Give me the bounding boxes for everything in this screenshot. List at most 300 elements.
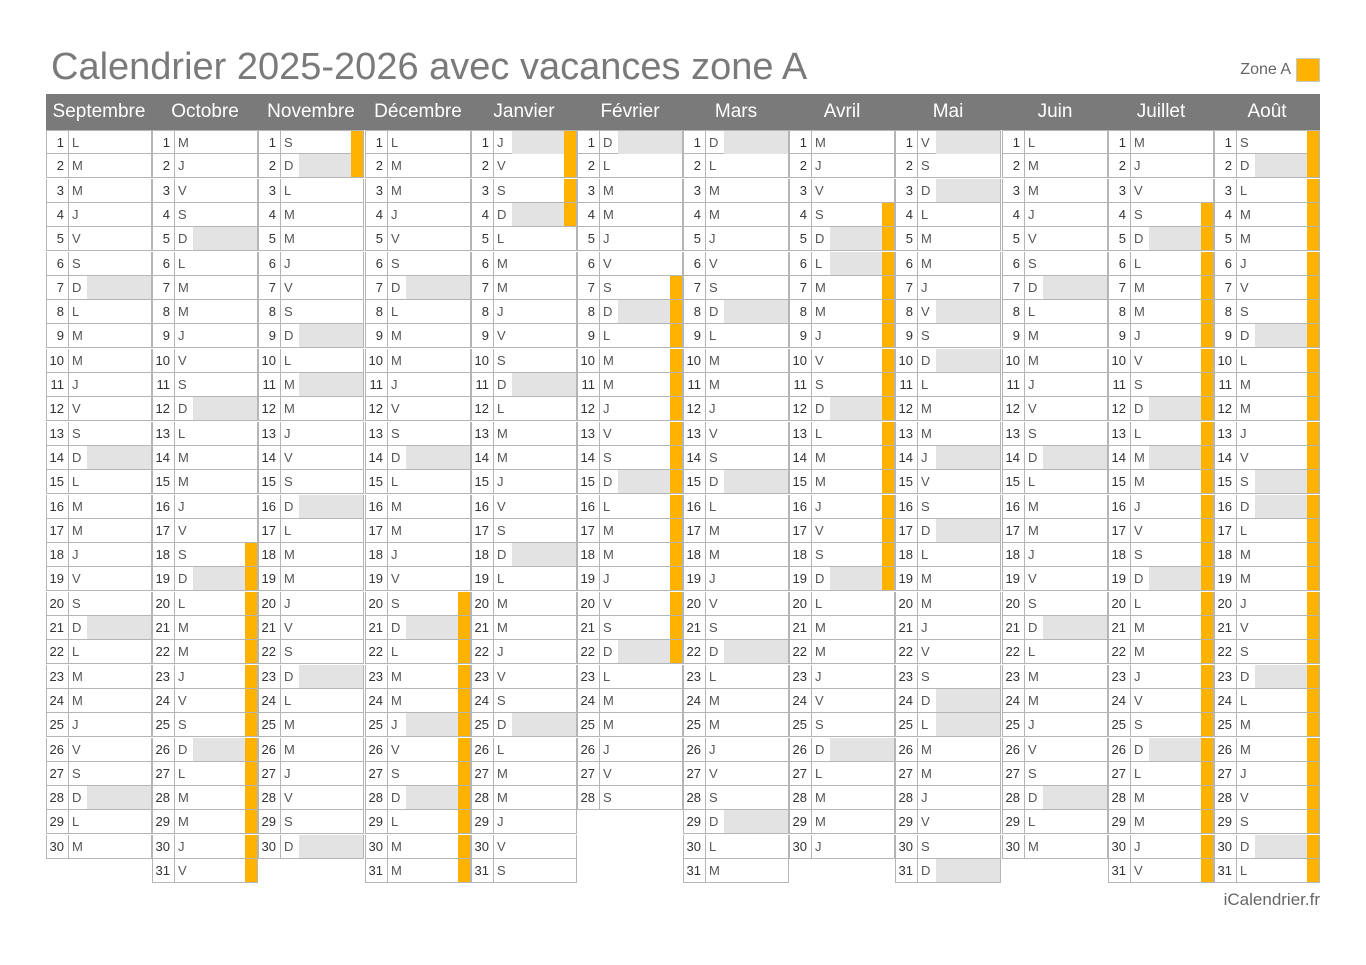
day-number: 30 xyxy=(1215,835,1237,858)
weekday-letter: M xyxy=(1240,207,1251,222)
weekday-letter: L xyxy=(72,304,80,319)
weekday-letter: D xyxy=(1240,669,1250,684)
vacation-marker xyxy=(1307,689,1319,712)
day-cell xyxy=(1214,373,1320,397)
day-number: 4 xyxy=(578,203,600,226)
weekday-letter: M xyxy=(284,231,295,246)
weekday-letter: S xyxy=(178,377,187,392)
day-cell xyxy=(46,470,152,494)
weekday-letter: D xyxy=(178,231,188,246)
vacation-marker xyxy=(1307,422,1319,445)
weekday-letter: L xyxy=(921,377,929,392)
day-number: 9 xyxy=(472,324,494,347)
day-number: 16 xyxy=(47,495,69,518)
day-cell xyxy=(895,422,1001,446)
weekend-shade xyxy=(724,640,788,663)
weekend-shade xyxy=(936,131,1000,154)
weekday-letter: L xyxy=(178,426,186,441)
day-cell xyxy=(1002,446,1108,470)
day-number: 7 xyxy=(896,276,918,299)
vacation-marker xyxy=(458,762,470,785)
day-number: 14 xyxy=(153,446,175,469)
day-cell xyxy=(1214,422,1320,446)
day-number: 25 xyxy=(684,713,706,736)
day-cell xyxy=(895,397,1001,421)
weekday-letter: M xyxy=(1240,377,1251,392)
weekday-letter: S xyxy=(72,596,81,611)
day-cell xyxy=(895,616,1001,640)
vacation-marker xyxy=(1307,227,1319,250)
day-cell xyxy=(46,495,152,519)
day-cell xyxy=(895,859,1001,883)
day-cell xyxy=(365,300,471,324)
day-number: 31 xyxy=(1215,859,1237,882)
day-cell xyxy=(789,324,895,348)
weekday-letter: M xyxy=(391,523,402,538)
day-number: 1 xyxy=(47,131,69,154)
weekend-shade xyxy=(830,252,882,275)
weekday-letter: D xyxy=(603,304,613,319)
day-cell xyxy=(1002,422,1108,446)
day-cell xyxy=(258,689,364,713)
day-number: 21 xyxy=(684,616,706,639)
day-number: 6 xyxy=(366,252,388,275)
day-number: 28 xyxy=(578,786,600,809)
day-number: 24 xyxy=(1109,689,1131,712)
vacation-marker xyxy=(1201,689,1213,712)
weekday-letter: D xyxy=(709,644,719,659)
day-cell xyxy=(365,859,471,883)
day-cell xyxy=(46,835,152,859)
day-cell xyxy=(365,324,471,348)
day-cell xyxy=(365,373,471,397)
weekend-shade xyxy=(193,567,245,590)
day-number: 29 xyxy=(684,810,706,833)
weekday-letter: S xyxy=(921,328,930,343)
day-cell xyxy=(46,738,152,762)
day-cell xyxy=(365,470,471,494)
weekday-letter: V xyxy=(1134,863,1143,878)
vacation-marker xyxy=(1307,446,1319,469)
day-cell xyxy=(1108,543,1214,567)
weekday-letter: L xyxy=(391,474,399,489)
weekday-letter: L xyxy=(1240,863,1248,878)
weekday-letter: L xyxy=(178,596,186,611)
day-cell xyxy=(152,179,258,203)
weekday-letter: M xyxy=(603,207,614,222)
vacation-marker xyxy=(882,349,894,372)
weekday-letter: M xyxy=(1134,135,1145,150)
vacation-marker xyxy=(1201,762,1213,785)
weekday-letter: M xyxy=(1028,839,1039,854)
day-number: 6 xyxy=(47,252,69,275)
weekday-letter: J xyxy=(178,669,185,684)
day-cell xyxy=(1214,519,1320,543)
weekday-letter: L xyxy=(1134,596,1142,611)
weekday-letter: S xyxy=(921,839,930,854)
weekday-letter: S xyxy=(284,474,293,489)
day-cell xyxy=(1214,713,1320,737)
vacation-marker xyxy=(458,689,470,712)
weekday-letter: J xyxy=(391,717,398,732)
weekday-letter: L xyxy=(603,328,611,343)
weekday-letter: M xyxy=(815,474,826,489)
vacation-marker xyxy=(1201,495,1213,518)
vacation-marker xyxy=(458,640,470,663)
day-cell xyxy=(1002,835,1108,859)
day-number: 7 xyxy=(153,276,175,299)
weekday-letter: M xyxy=(178,280,189,295)
day-cell xyxy=(1214,227,1320,251)
day-number: 3 xyxy=(578,179,600,202)
day-number: 4 xyxy=(684,203,706,226)
day-number: 7 xyxy=(684,276,706,299)
weekday-letter: S xyxy=(1134,377,1143,392)
day-cell xyxy=(895,689,1001,713)
vacation-marker xyxy=(882,567,894,590)
vacation-marker xyxy=(1307,543,1319,566)
day-number: 10 xyxy=(366,349,388,372)
weekday-letter: M xyxy=(72,693,83,708)
weekday-letter: L xyxy=(284,693,292,708)
day-cell xyxy=(895,446,1001,470)
day-cell xyxy=(683,835,789,859)
day-cell xyxy=(152,154,258,178)
weekend-shade xyxy=(724,470,788,493)
weekend-shade xyxy=(87,446,151,469)
weekday-letter: D xyxy=(921,353,931,368)
day-cell xyxy=(46,252,152,276)
day-number: 22 xyxy=(259,640,281,663)
day-cell xyxy=(46,713,152,737)
weekday-letter: M xyxy=(391,839,402,854)
day-number: 22 xyxy=(472,640,494,663)
day-number: 9 xyxy=(47,324,69,347)
day-number: 20 xyxy=(472,592,494,615)
day-cell xyxy=(152,616,258,640)
weekend-shade xyxy=(1149,738,1201,761)
day-number: 5 xyxy=(1003,227,1025,250)
weekday-letter: L xyxy=(815,426,823,441)
day-number: 4 xyxy=(896,203,918,226)
day-cell xyxy=(471,154,577,178)
day-number: 11 xyxy=(684,373,706,396)
vacation-marker xyxy=(670,470,682,493)
day-cell xyxy=(577,300,683,324)
weekday-letter: J xyxy=(72,377,79,392)
weekday-letter: V xyxy=(1134,523,1143,538)
day-cell xyxy=(683,373,789,397)
weekday-letter: V xyxy=(603,596,612,611)
day-cell xyxy=(46,349,152,373)
day-number: 24 xyxy=(366,689,388,712)
weekday-letter: S xyxy=(178,207,187,222)
vacation-marker xyxy=(1307,616,1319,639)
day-cell xyxy=(789,422,895,446)
day-number: 27 xyxy=(153,762,175,785)
vacation-marker xyxy=(1307,203,1319,226)
weekday-letter: V xyxy=(178,183,187,198)
weekday-letter: V xyxy=(709,766,718,781)
day-cell xyxy=(683,422,789,446)
weekday-letter: L xyxy=(709,839,717,854)
day-cell xyxy=(152,252,258,276)
weekday-letter: M xyxy=(709,183,720,198)
day-cell xyxy=(365,349,471,373)
day-number: 28 xyxy=(366,786,388,809)
vacation-marker xyxy=(1307,835,1319,858)
day-number: 3 xyxy=(896,179,918,202)
day-number: 29 xyxy=(1215,810,1237,833)
day-cell xyxy=(895,519,1001,543)
day-cell xyxy=(1108,495,1214,519)
day-number: 18 xyxy=(896,543,918,566)
day-number: 29 xyxy=(259,810,281,833)
day-number: 5 xyxy=(896,227,918,250)
day-number: 15 xyxy=(259,470,281,493)
day-cell xyxy=(577,738,683,762)
vacation-marker xyxy=(564,131,576,154)
day-cell xyxy=(789,640,895,664)
day-number: 19 xyxy=(896,567,918,590)
day-number: 11 xyxy=(259,373,281,396)
weekday-letter: J xyxy=(497,135,504,150)
day-number: 29 xyxy=(47,810,69,833)
day-number: 8 xyxy=(684,300,706,323)
day-number: 6 xyxy=(259,252,281,275)
vacation-marker xyxy=(245,616,257,639)
weekday-letter: M xyxy=(178,450,189,465)
weekend-shade xyxy=(936,446,1000,469)
day-cell xyxy=(683,859,789,883)
day-cell xyxy=(1214,252,1320,276)
weekday-letter: D xyxy=(921,863,931,878)
day-cell xyxy=(1214,762,1320,786)
day-number: 3 xyxy=(366,179,388,202)
weekday-letter: D xyxy=(72,790,82,805)
weekday-letter: S xyxy=(1028,596,1037,611)
weekday-letter: L xyxy=(1134,426,1142,441)
day-cell xyxy=(471,179,577,203)
day-cell xyxy=(471,786,577,810)
day-number: 12 xyxy=(47,397,69,420)
weekday-letter: D xyxy=(1028,450,1038,465)
vacation-marker xyxy=(1201,349,1213,372)
day-number: 7 xyxy=(366,276,388,299)
day-cell xyxy=(789,762,895,786)
weekday-letter: V xyxy=(391,742,400,757)
day-cell xyxy=(46,446,152,470)
vacation-marker xyxy=(245,835,257,858)
day-cell xyxy=(683,227,789,251)
day-cell xyxy=(789,495,895,519)
day-cell xyxy=(258,446,364,470)
weekend-shade xyxy=(1043,786,1107,809)
day-cell xyxy=(1214,567,1320,591)
vacation-marker xyxy=(670,592,682,615)
weekday-letter: M xyxy=(1240,717,1251,732)
day-cell xyxy=(152,470,258,494)
day-number: 19 xyxy=(1003,567,1025,590)
day-number: 29 xyxy=(472,810,494,833)
day-cell xyxy=(895,640,1001,664)
day-cell xyxy=(1214,665,1320,689)
day-number: 24 xyxy=(896,689,918,712)
day-number: 17 xyxy=(896,519,918,542)
day-number: 31 xyxy=(366,859,388,882)
weekday-letter: S xyxy=(709,280,718,295)
day-cell xyxy=(471,567,577,591)
day-number: 5 xyxy=(366,227,388,250)
day-number: 9 xyxy=(259,324,281,347)
day-cell xyxy=(577,689,683,713)
weekday-letter: V xyxy=(1240,620,1249,635)
day-number: 8 xyxy=(790,300,812,323)
day-number: 29 xyxy=(790,810,812,833)
day-number: 17 xyxy=(366,519,388,542)
day-number: 20 xyxy=(1215,592,1237,615)
day-cell xyxy=(258,543,364,567)
day-number: 15 xyxy=(153,470,175,493)
weekday-letter: S xyxy=(1134,717,1143,732)
day-number: 13 xyxy=(896,422,918,445)
weekday-letter: M xyxy=(921,596,932,611)
day-number: 28 xyxy=(1215,786,1237,809)
day-number: 5 xyxy=(684,227,706,250)
day-number: 4 xyxy=(790,203,812,226)
day-cell xyxy=(258,397,364,421)
weekday-letter: J xyxy=(497,474,504,489)
day-cell xyxy=(471,203,577,227)
weekday-letter: D xyxy=(1028,280,1038,295)
day-number: 14 xyxy=(684,446,706,469)
day-cell xyxy=(1002,300,1108,324)
legend-swatch xyxy=(1296,58,1320,82)
day-number: 4 xyxy=(1215,203,1237,226)
day-cell xyxy=(258,640,364,664)
day-number: 6 xyxy=(790,252,812,275)
weekend-shade xyxy=(830,227,882,250)
weekend-shade xyxy=(936,179,1000,202)
month-header: Novembre xyxy=(267,101,355,122)
day-cell xyxy=(471,422,577,446)
weekday-letter: D xyxy=(815,571,825,586)
day-cell xyxy=(46,640,152,664)
day-number: 6 xyxy=(896,252,918,275)
vacation-marker xyxy=(1307,179,1319,202)
weekday-letter: M xyxy=(391,158,402,173)
day-number: 19 xyxy=(790,567,812,590)
day-number: 24 xyxy=(259,689,281,712)
weekday-letter: V xyxy=(603,256,612,271)
weekday-letter: S xyxy=(1134,207,1143,222)
weekday-letter: J xyxy=(1134,499,1141,514)
weekday-letter: M xyxy=(72,523,83,538)
weekday-letter: D xyxy=(603,135,613,150)
weekday-letter: M xyxy=(815,135,826,150)
weekday-letter: D xyxy=(284,669,294,684)
day-cell xyxy=(1108,252,1214,276)
day-cell xyxy=(1214,859,1320,883)
day-cell xyxy=(471,762,577,786)
day-cell xyxy=(365,713,471,737)
vacation-marker xyxy=(1201,859,1213,882)
weekday-letter: L xyxy=(497,742,505,757)
day-cell xyxy=(1108,810,1214,834)
day-number: 12 xyxy=(1109,397,1131,420)
day-cell xyxy=(895,762,1001,786)
weekday-letter: M xyxy=(1134,280,1145,295)
day-number: 28 xyxy=(1003,786,1025,809)
day-cell xyxy=(1002,786,1108,810)
day-number: 23 xyxy=(1109,665,1131,688)
day-number: 20 xyxy=(153,592,175,615)
day-cell xyxy=(258,276,364,300)
day-number: 21 xyxy=(896,616,918,639)
day-number: 22 xyxy=(47,640,69,663)
day-number: 19 xyxy=(1215,567,1237,590)
day-cell xyxy=(471,446,577,470)
day-cell xyxy=(1108,762,1214,786)
day-number: 26 xyxy=(684,738,706,761)
weekday-letter: V xyxy=(178,523,187,538)
weekday-letter: S xyxy=(391,766,400,781)
weekday-letter: L xyxy=(921,717,929,732)
day-cell xyxy=(258,130,364,154)
weekday-letter: M xyxy=(284,547,295,562)
day-cell xyxy=(789,519,895,543)
day-number: 12 xyxy=(578,397,600,420)
vacation-marker xyxy=(882,203,894,226)
day-number: 27 xyxy=(366,762,388,785)
day-number: 23 xyxy=(896,665,918,688)
weekday-letter: V xyxy=(1028,571,1037,586)
weekday-letter: J xyxy=(709,401,716,416)
day-number: 30 xyxy=(1003,835,1025,858)
day-number: 13 xyxy=(153,422,175,445)
vacation-marker xyxy=(882,276,894,299)
weekday-letter: J xyxy=(1240,596,1247,611)
weekday-letter: J xyxy=(284,596,291,611)
day-number: 31 xyxy=(684,859,706,882)
day-number: 8 xyxy=(47,300,69,323)
day-cell xyxy=(46,276,152,300)
day-cell xyxy=(789,543,895,567)
day-cell xyxy=(365,640,471,664)
vacation-marker xyxy=(1201,373,1213,396)
day-cell xyxy=(258,179,364,203)
weekday-letter: M xyxy=(284,401,295,416)
day-cell xyxy=(1214,154,1320,178)
weekend-shade xyxy=(1043,616,1107,639)
day-number: 30 xyxy=(259,835,281,858)
day-number: 20 xyxy=(47,592,69,615)
weekend-shade xyxy=(299,154,351,177)
weekday-letter: S xyxy=(178,717,187,732)
weekend-shade xyxy=(193,227,257,250)
day-number: 17 xyxy=(259,519,281,542)
day-number: 24 xyxy=(578,689,600,712)
weekday-letter: D xyxy=(1240,499,1250,514)
day-cell xyxy=(577,422,683,446)
weekday-letter: M xyxy=(1028,353,1039,368)
weekday-letter: J xyxy=(709,571,716,586)
day-number: 28 xyxy=(684,786,706,809)
day-cell xyxy=(1002,324,1108,348)
weekday-letter: L xyxy=(391,304,399,319)
day-number: 21 xyxy=(47,616,69,639)
day-number: 12 xyxy=(684,397,706,420)
